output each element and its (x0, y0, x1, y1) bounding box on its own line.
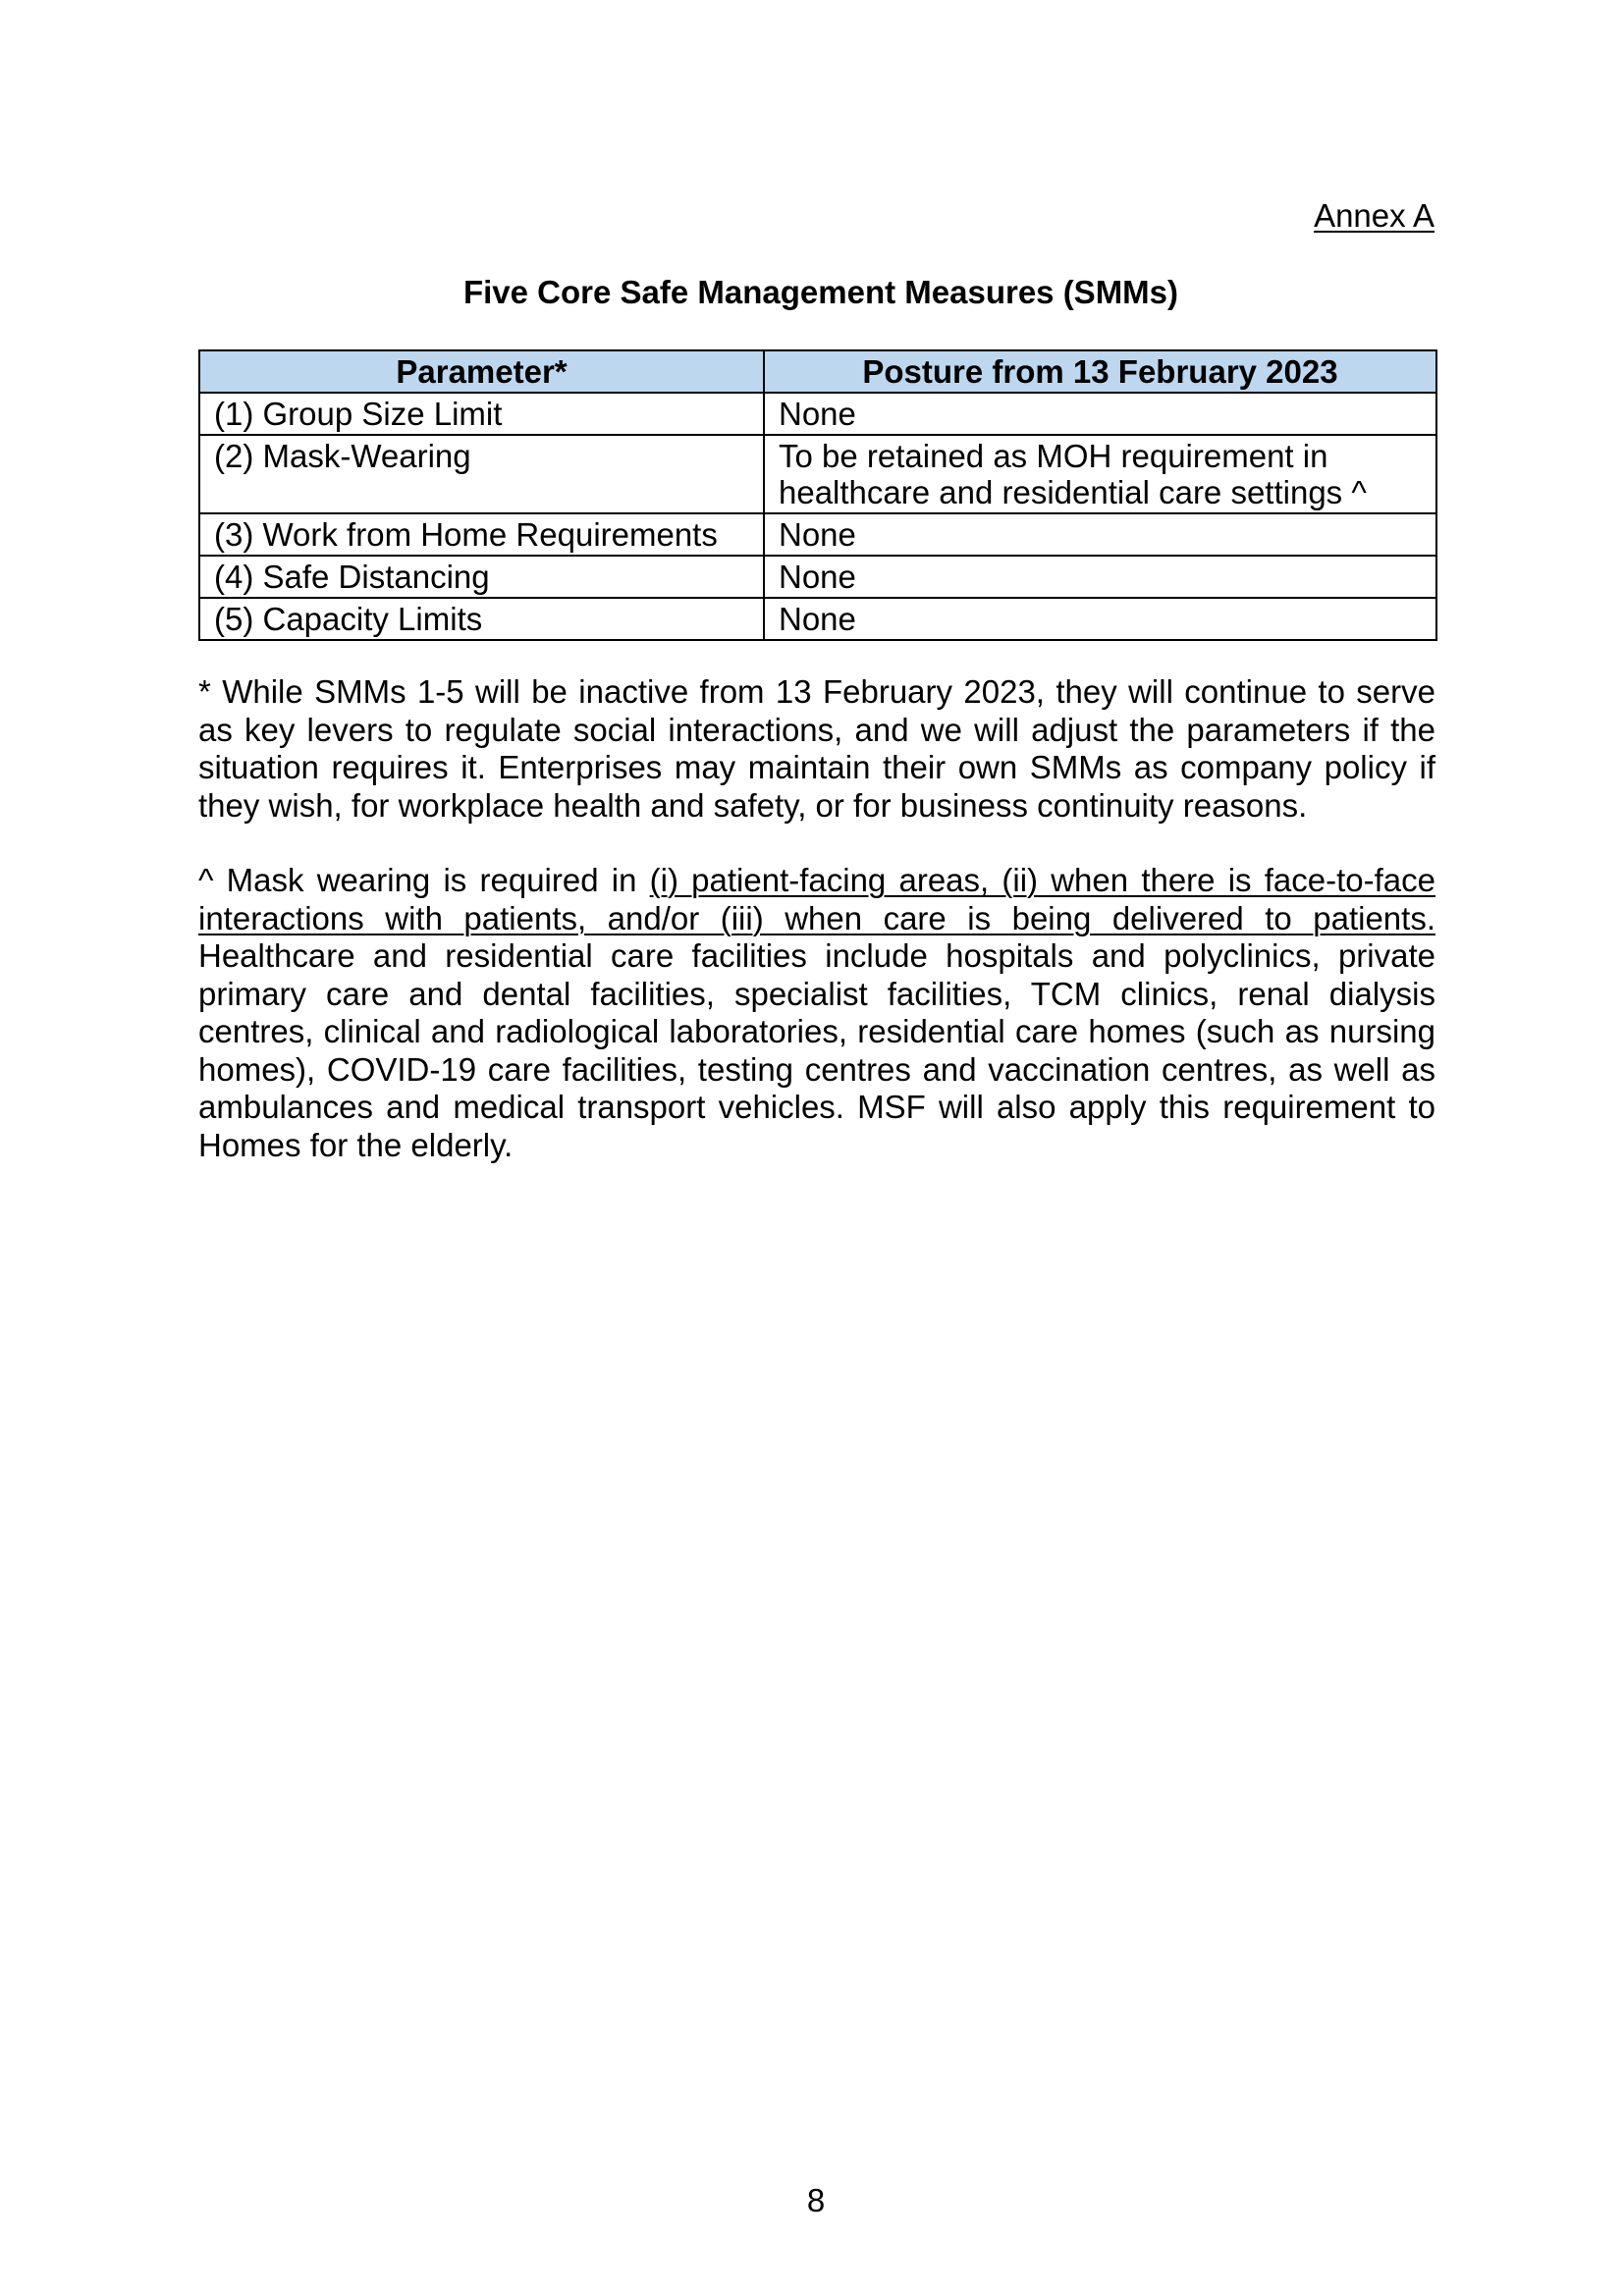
parameter-cell: (2) Mask-Wearing (199, 435, 764, 513)
table-row (199, 556, 1436, 598)
table-row (199, 393, 1436, 435)
smm-table (198, 349, 1437, 641)
posture-cell: None (764, 556, 1436, 598)
posture-cell: None (764, 393, 1436, 435)
table-header-row (199, 350, 1436, 393)
caret-note-rest: Healthcare and residential care facilities include hospitals and polyclinics, private primary care and dental facilities, specialist facilities, TCM clinics, renal dialysis centres, clinical and radiological laboratories, residential care homes (such as nursing homes), COVID-19 care facilities, testing centres and vaccination centres, as well as ambulances and medical transport vehicles. MSF will also apply this requirement to Homes for the elderly. (198, 937, 1435, 1163)
document-title: Five Core Safe Management Measures (SMMs) (462, 274, 1179, 310)
parameter-cell: (5) Capacity Limits (199, 598, 764, 640)
parameter-cell: (1) Group Size Limit (199, 393, 764, 435)
table-row (199, 435, 1436, 513)
column-header-parameter: Parameter* (199, 350, 764, 393)
page-number: 8 (806, 2182, 826, 2218)
annex-label: Annex A (1314, 197, 1435, 234)
table-row (199, 513, 1436, 556)
table-row (199, 598, 1436, 640)
parameter-cell: (3) Work from Home Requirements (199, 513, 764, 556)
caret-note-intro: ^ Mask wearing is required in (198, 862, 650, 898)
asterisk-note: * While SMMs 1-5 will be inactive from 13 February 2023, they will continue to serve as key levers to regulate social interactions, and we will adjust the parameters if the situation requires it. Enterprises may maintain their own SMMs as company policy if they wish, for workplace health and safety, or for business continuity reasons. (198, 673, 1435, 824)
parameter-cell: (4) Safe Distancing (199, 556, 764, 598)
posture-cell: To be retained as MOH requirement in healthcare and residential care settings ^ (764, 435, 1436, 513)
posture-cell: None (764, 598, 1436, 640)
column-header-posture: Posture from 13 February 2023 (764, 350, 1436, 393)
caret-note-underlined: (i) patient-facing areas, (ii) when there is face-to-face interactions with patients, and/or (iii) when care is being delivered to patients. (198, 862, 1435, 936)
posture-cell: None (764, 513, 1436, 556)
caret-note (198, 862, 1435, 1164)
